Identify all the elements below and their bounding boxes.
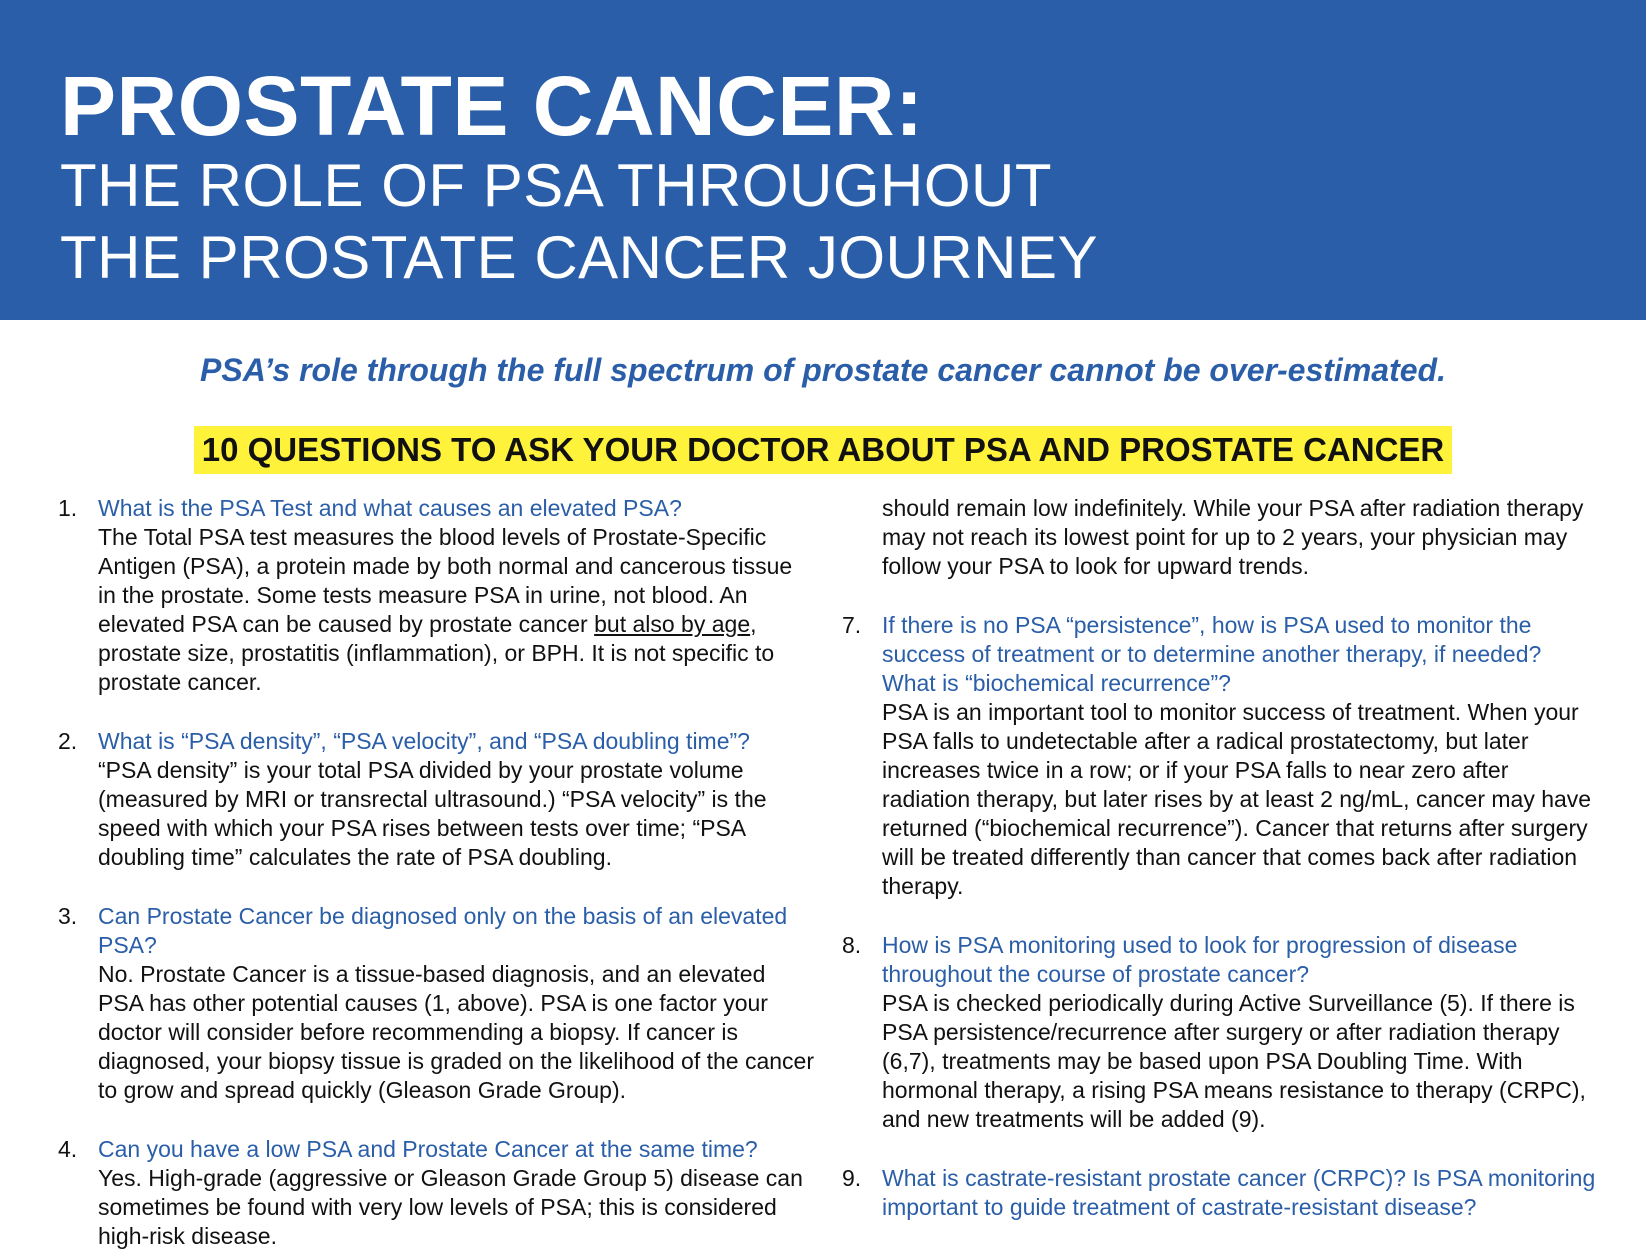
question-number: 2. [58, 728, 78, 754]
question-text: Can you have a low PSA and Prostate Cancer at the same time? [98, 1136, 758, 1162]
question-number: 3. [58, 903, 78, 929]
question-text: If there is no PSA “persistence”, how is PSA used to monitor the success of treatment or to determine another therapy, if needed? What is “biochemical recurrence”? [882, 612, 1542, 696]
section-heading [0, 426, 1646, 474]
page-subtitle-line-2: THE PROSTATE CANCER JOURNEY [60, 224, 1099, 291]
section-heading-text: 10 QUESTIONS TO ASK YOUR DOCTOR ABOUT PSA AND PROSTATE CANCER [194, 426, 1453, 474]
page-subtitle [60, 150, 1098, 294]
answer-text: “PSA density” is your total PSA divided by your prostate volume (measured by MRI or transrectal ultrasound.) “PSA velocity” is the speed with which your PSA rises between tests over time; “PSA doubling time” calculates the rate of PSA doubling. [98, 757, 767, 870]
answer-text-part: The Total PSA test measures the blood levels of Prostate-Specific Antigen (PSA), a protein made by both normal and cancerous tissue in the prostate. Some tests measure PSA in urine, not blood. An elevated PSA can be caused by prostate cancer [98, 524, 793, 637]
answer-text: Yes. High-grade (aggressive or Gleason Grade Group 5) disease can sometimes be found with very low levels of PSA; this is considered high-risk disease. [98, 1165, 803, 1249]
question-item-3 [56, 902, 816, 1105]
answer-text-part: , prostate size, prostatitis (inflammation), or BPH. It is not specific to prostate cancer. [98, 611, 775, 695]
answer-underlined-text: but also by age [594, 611, 751, 637]
question-number: 9. [842, 1165, 862, 1191]
answer-text: PSA is an important tool to monitor success of treatment. When your PSA falls to undetectable after a radical prostatectomy, but later increases twice in a row; or if your PSA falls to near zero after radiation therapy, but later rises by at least 2 ng/mL, cancer may have returned (“biochemical recurrence”). Cancer that returns after surgery will be treated differently than cancer that comes back after radiation therapy. [882, 699, 1592, 899]
left-column [56, 494, 816, 1251]
question-text: Can Prostate Cancer be diagnosed only on the basis of an elevated PSA? [98, 903, 788, 958]
question-item-9 [840, 1164, 1600, 1222]
question-number: 4. [58, 1136, 78, 1162]
page-title: PROSTATE CANCER: [60, 59, 924, 153]
question-item-1 [56, 494, 816, 697]
page-subtitle-line-1: THE ROLE OF PSA THROUGHOUT [60, 152, 1053, 219]
question-number: 1. [58, 495, 78, 521]
question-item-7 [840, 611, 1600, 901]
question-item-8 [840, 931, 1600, 1134]
answer-text [98, 523, 816, 697]
continued-answer-text: should remain low indefinitely. While your PSA after radiation therapy may not reach its lowest point for up to 2 years, your physician may follow your PSA to look for upward trends. [882, 495, 1584, 579]
right-column [840, 494, 1600, 1222]
answer-text: No. Prostate Cancer is a tissue-based diagnosis, and an elevated PSA has other potential causes (1, above). PSA is one factor your doctor will consider before recommending a biopsy. If cancer is diagnosed, your biopsy tissue is graded on the likelihood of the cancer to grow and spread quickly (Gleason Grade Group). [98, 961, 815, 1103]
tagline: PSA’s role through the full spectrum of prostate cancer cannot be over-estimated. [200, 352, 1446, 388]
question-text: What is castrate-resistant prostate cancer (CRPC)? Is PSA monitoring important to guide treatment of castrate-resistant disease? [882, 1165, 1596, 1220]
question-number: 8. [842, 932, 862, 958]
answer-text: PSA is checked periodically during Active Surveillance (5). If there is PSA persistence/recurrence after surgery or after radiation therapy (6,7), treatments may be based upon PSA Doubling Time. With hormonal therapy, a rising PSA means resistance to therapy (CRPC), and new treatments will be added (9). [882, 990, 1586, 1132]
question-text: What is the PSA Test and what causes an elevated PSA? [98, 495, 682, 521]
question-text: What is “PSA density”, “PSA velocity”, and “PSA doubling time”? [98, 728, 750, 754]
header-banner [0, 0, 1646, 320]
question-item-4 [56, 1135, 816, 1251]
question-item-2 [56, 727, 816, 872]
question-text: How is PSA monitoring used to look for progression of disease throughout the course of prostate cancer? [882, 932, 1518, 987]
question-number: 7. [842, 612, 862, 638]
